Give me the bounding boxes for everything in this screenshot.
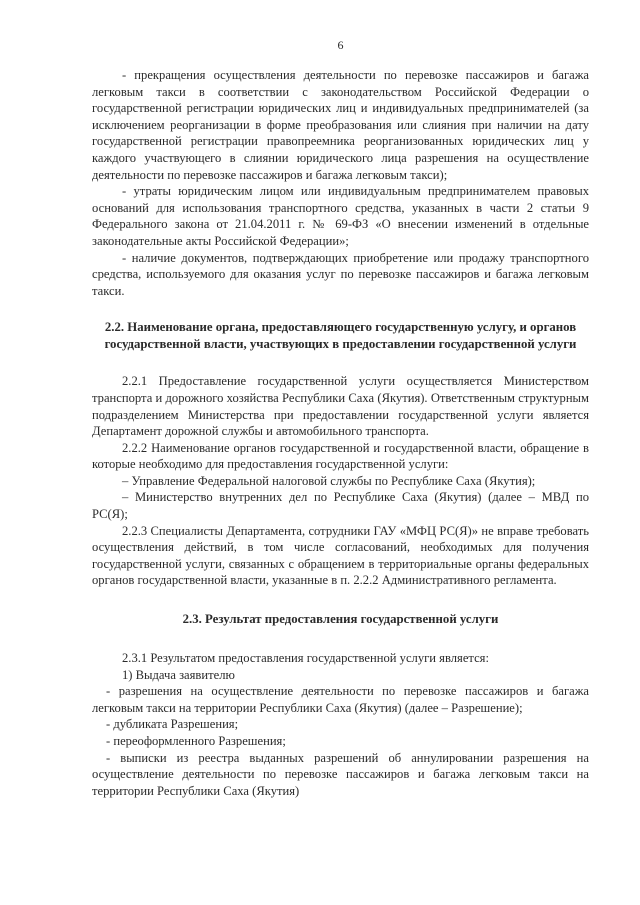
- paragraph-issue-to-applicant: 1) Выдача заявителю: [122, 667, 235, 682]
- section-2-3-heading: 2.3. Результат предоставления государственной услуги: [182, 612, 499, 627]
- list-item-tax-service: – Управление Федеральной налоговой службы по Республике Саха (Якутия);: [122, 473, 536, 488]
- page-number: 6: [337, 38, 344, 52]
- list-item-permit: - разрешения на осуществление деятельности по перевозке пассажиров и багажа легковым такси на территории Республики Саха (Якутия) (далее – Разрешение);: [92, 684, 589, 715]
- list-item-reissued-permit: - переоформленного Разрешения;: [106, 734, 286, 748]
- paragraph-2-3-1: 2.3.1 Результатом предоставления государственной услуги является:: [122, 651, 489, 666]
- list-item-registry-extract: - выписки из реестра выданных разрешений об аннулировании разрешения на осуществление деятельности по перевозке пассажиров и багажа легковым такси на территории Республики Саха (Якутия): [92, 750, 589, 798]
- paragraph-termination: - прекращения осуществления деятельности по перевозке пассажиров и багажа легковым такси в соответствии с законодательством Российской Федерации о государственной регистрации юридических лиц и индивидуальных предпринимателей (за исключением реорганизации в форме преобразования или слияния при наличии на дату государственной регистрации правопреемника реорганизованных юридических лиц у каждого участвующего в слиянии юридического лица разрешения на осуществление деятельности по перевозке пассажиров и багажа легковым такси);: [92, 68, 589, 182]
- paragraph-2-2-1: 2.2.1 Предоставление государственной услуги осуществляется Министерством транспорта и дорожного хозяйства Республики Саха (Якутия). Ответственным структурным подразделением Министерства при предоставлении государственной услуги является Департамент дорожной службы и автомобильного транспорта.: [92, 374, 589, 439]
- paragraph-2-2-3: 2.2.3 Специалисты Департамента, сотрудники ГАУ «МФЦ РС(Я)» не вправе требовать осуществления действий, в том числе согласований, необходимых для получения государственной услуги, связанных с обращением в территориальные органы федеральных органов государственной власти, указанные в п. 2.2.2 Административного регламента.: [92, 523, 589, 588]
- list-item-duplicate: - дубликата Разрешения;: [106, 717, 239, 732]
- paragraph-2-2-2: 2.2.2 Наименование органов государственной и государственной власти, обращение в которые необходимо для предоставления государственной услуги:: [92, 440, 589, 472]
- paragraph-loss-of-rights: - утраты юридическим лицом или индивидуальным предпринимателем правовых оснований для использования транспортного средства, указанных в части 2 статьи 9 Федерального закона от 21.04.2011 г. № 69-ФЗ «О внесении изменений в отдельные законодательные акты Российской Федерации»;: [92, 184, 589, 248]
- list-item-interior-ministry: – Министерство внутренних дел по Республике Саха (Якутия) (далее – МВД по РС(Я);: [92, 490, 589, 522]
- section-2-2-heading: 2.2. Наименование органа, предоставляющего государственную услугу, и органов государственной власти, участвующих в предоставлении государственной услуги: [104, 320, 577, 352]
- paragraph-documents: - наличие документов, подтверждающих приобретение или продажу транспортного средства, используемого для оказания услуг по перевозке пассажиров и багажа легковым такси.: [92, 250, 589, 298]
